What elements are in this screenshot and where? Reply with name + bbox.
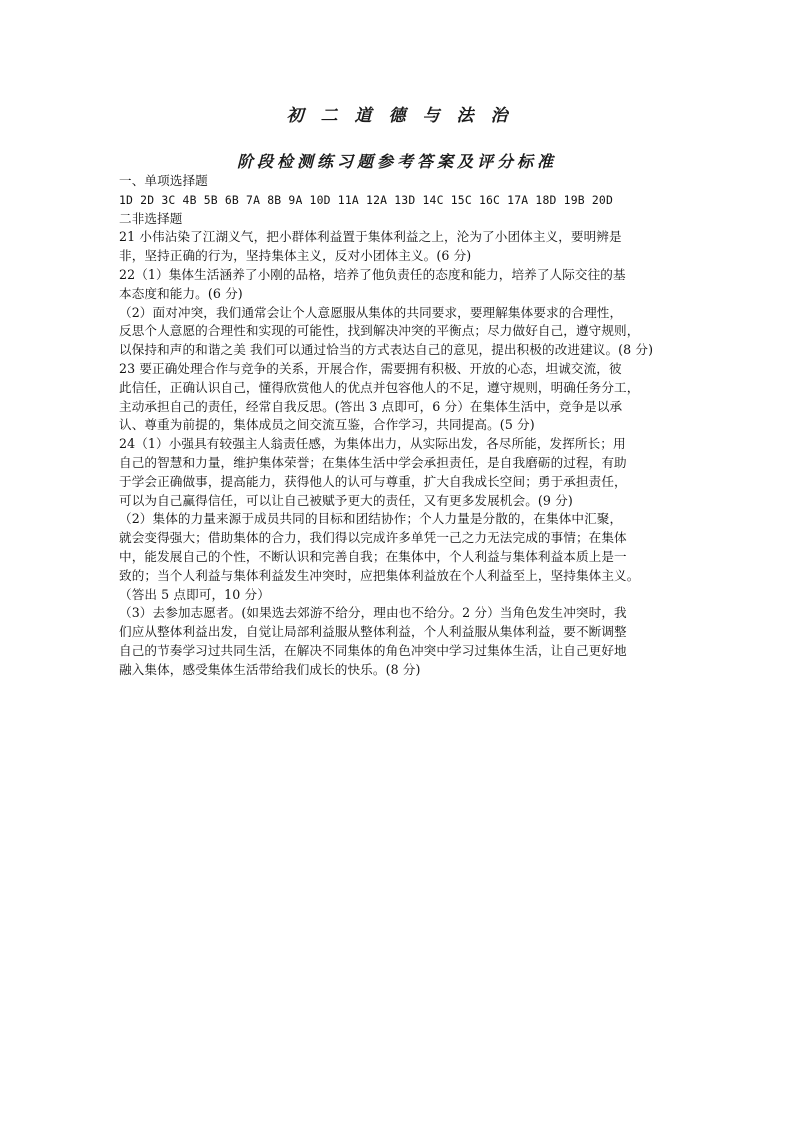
answer-text-line: 本态度和能力。(6 分) bbox=[119, 285, 243, 301]
answer-text-line: 非，坚持正确的行为，坚持集体主义，反对小团体主义。(6 分) bbox=[119, 248, 472, 264]
answer-text-line: （3）去参加志愿者。(如果选去郊游不给分，理由也不给分。2 分）当角色发生冲突时，我 bbox=[119, 605, 627, 621]
answer-text-line: 反思个人意愿的合理性和实现的可能性，找到解决冲突的平衡点；尽力做好自己，遵守规则， bbox=[119, 323, 640, 339]
answer-text-line: 主动承担自己的责任，经常自我反思。(答出 3 点即可，6 分）在集体生活中，竞争是以承 bbox=[119, 398, 623, 414]
answer-text-line: 致的；当个人利益与集体利益发生冲突时，应把集体利益放在个人利益至上，坚持集体主义。 bbox=[119, 567, 640, 583]
document-title: 初二道德与法治 bbox=[286, 106, 525, 126]
answer-text-line: 于学会正确做事，提高能力，获得他人的认可与尊重，扩大自我成长空间；勇于承担责任， bbox=[119, 473, 627, 489]
answer-text-line: 自己的节奏学习过共同生活，在解决不同集体的角色冲突中学习过集体生活，让自己更好地 bbox=[119, 642, 627, 658]
section-heading-single-choice: 一、单项选择题 bbox=[119, 173, 208, 188]
answer-text-line: 们应从整体利益出发，自觉让局部利益服从整体利益，个人利益服从集体利益，要不断调整 bbox=[119, 624, 627, 640]
answer-text-line: 此信任，正确认识自己，懂得欣赏他人的优点并包容他人的不足，遵守规则，明确任务分工， bbox=[119, 379, 640, 395]
section-heading-non-choice: 二非选择题 bbox=[119, 210, 183, 226]
answer-text-line: 融入集体，感受集体生活带给我们成长的快乐。(8 分) bbox=[119, 661, 421, 677]
answer-text-line: 中，能发展自己的个性，不断认识和完善自我；在集体中，个人利益与集体利益本质上是一 bbox=[119, 548, 627, 564]
answer-text-line: 以保持和声的和谐之美 我们可以通过恰当的方式表达自己的意见，提出积极的改进建议。(8 分) bbox=[119, 342, 654, 358]
answer-key-body bbox=[119, 172, 679, 680]
single-choice-answers: 1D 2D 3C 4B 5B 6B 7A 8B 9A 10D 11A 12A 13D 14C 15C 16C 17A 18D 19B 20D bbox=[119, 192, 614, 207]
answer-text-line: 24（1）小强具有较强主人翁责任感，为集体出力，从实际出发，各尽所能，发挥所长；用 bbox=[119, 436, 626, 452]
answer-text-line: （2）面对冲突，我们通常会让个人意愿服从集体的共同要求，要理解集体要求的合理性， bbox=[119, 304, 623, 320]
answer-text-line: 自己的智慧和力量，维护集体荣誉；在集体生活中学会承担责任，是自我磨砺的过程，有助 bbox=[119, 454, 627, 470]
answer-text-line: 认、尊重为前提的，集体成员之间交流互鉴，合作学习，共同提高。(5 分) bbox=[119, 417, 535, 433]
answer-text-line: 23 要正确处理合作与竞争的关系，开展合作，需要拥有积极、开放的心态，坦诚交流，彼 bbox=[119, 360, 622, 376]
document-subtitle: 阶段检测练习题参考答案及评分标准 bbox=[236, 152, 557, 171]
answer-text-line: 就会变得强大；借助集体的合力，我们得以完成许多单凭一己之力无法完成的事情；在集体 bbox=[119, 530, 627, 546]
answer-text-line: （2）集体的力量来源于成员共同的目标和团结协作；个人力量是分散的，在集体中汇聚， bbox=[119, 511, 623, 527]
answer-text-line: 22（1）集体生活涵养了小刚的品格，培养了他负责任的态度和能力，培养了人际交往的基 bbox=[119, 266, 626, 282]
answer-text-line: （答出 5 点即可，10 分） bbox=[119, 586, 270, 602]
answer-text-line: 21 小伟沾染了江湖义气，把小群体利益置于集体利益之上，沦为了小团体主义，要明辨是 bbox=[119, 229, 622, 245]
answer-text-line: 可以为自己赢得信任，可以让自己被赋予更大的责任，又有更多发展机会。(9 分) bbox=[119, 492, 573, 508]
